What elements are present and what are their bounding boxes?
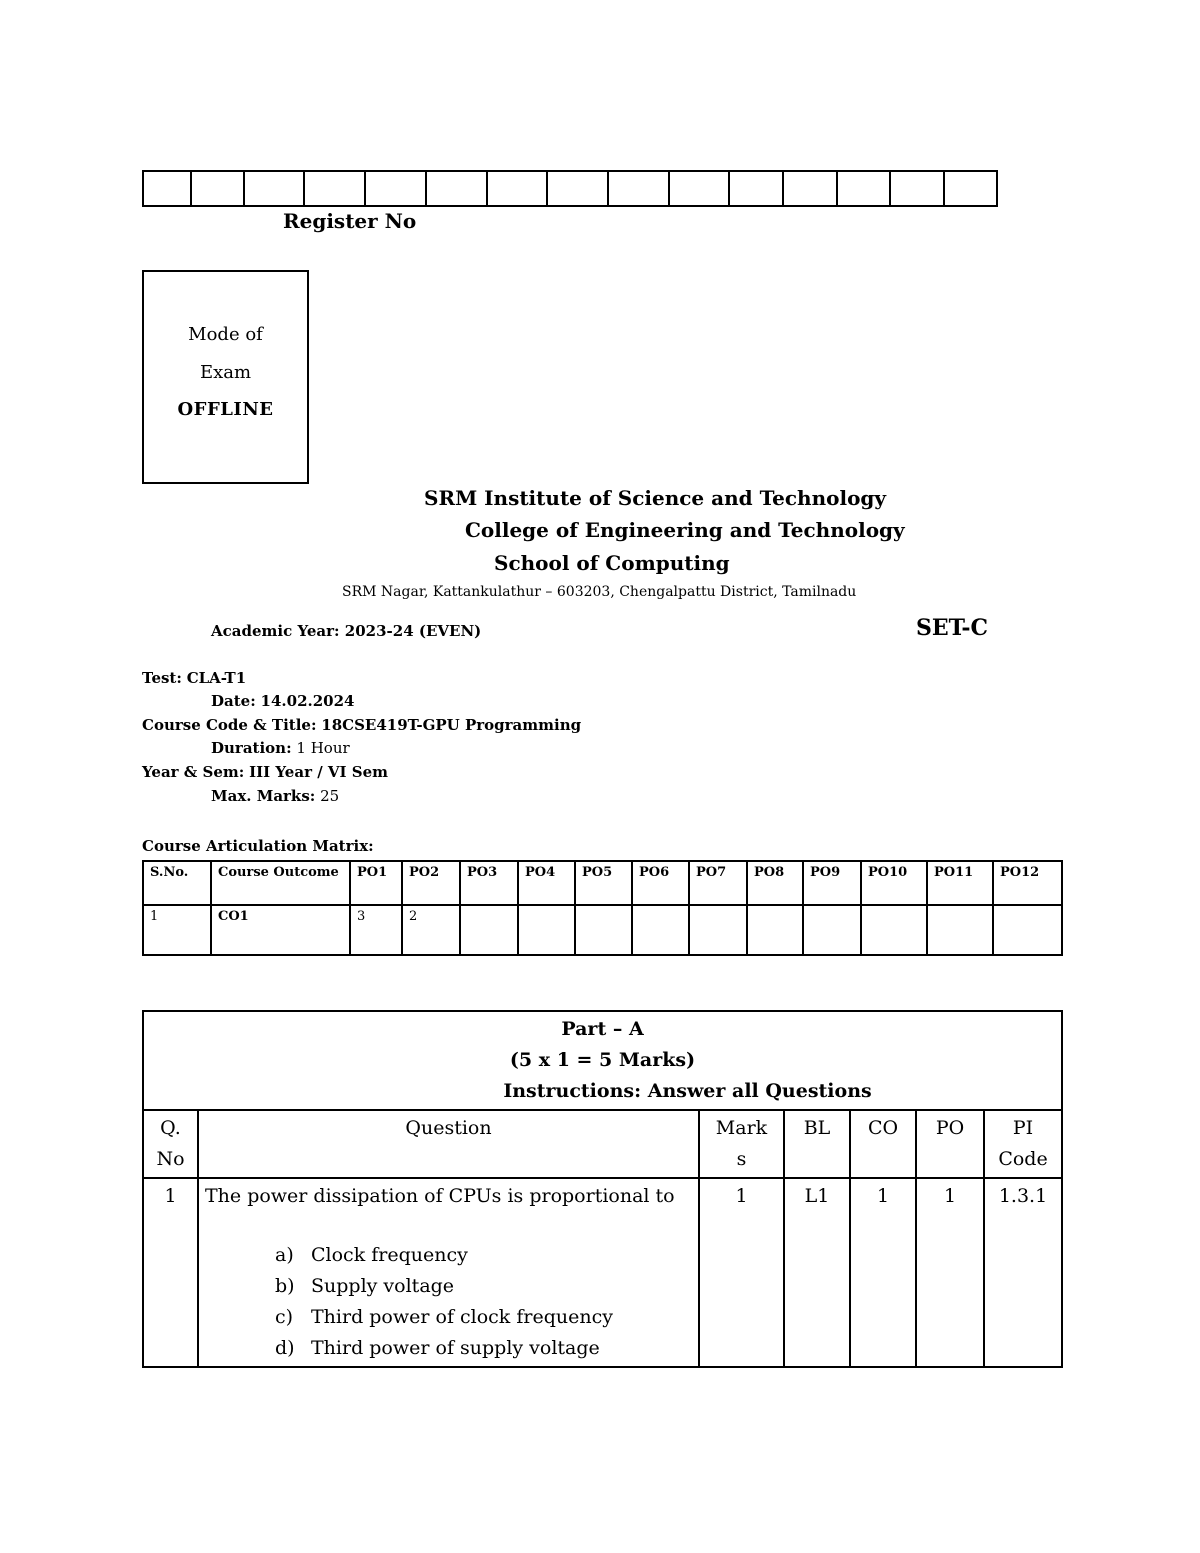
question-po: 1 [916,1178,984,1367]
year-sem-line [142,763,388,781]
co-header: CO [850,1110,916,1178]
option-letter: a) [275,1244,294,1266]
duration-value: 1 Hour [296,739,350,757]
test-label: Test: [142,669,182,687]
college-name: College of Engineering and Technology [465,518,905,542]
year-sem-value: III Year / VI Sem [249,763,389,781]
articulation-cell [861,905,927,955]
po-header: PO [916,1110,984,1178]
pi-code-header [984,1110,1062,1178]
part-a-header-row [143,1110,1062,1178]
articulation-matrix-title: Course Articulation Matrix: [142,837,374,855]
register-box[interactable] [143,171,191,206]
bl-header: BL [784,1110,850,1178]
register-box[interactable] [547,171,608,206]
question-cell [198,1178,699,1367]
register-box[interactable] [837,171,890,206]
register-box[interactable] [890,171,944,206]
register-number-boxes [142,170,998,207]
test-line [142,669,246,687]
articulation-cell: 1 [143,905,211,955]
register-box[interactable] [191,171,244,206]
articulation-header: PO10 [861,861,927,905]
articulation-cell [927,905,993,955]
part-a-instructions: Instructions: Answer all Questions [503,1080,872,1102]
pi-header-line1: PI [1012,1117,1034,1139]
part-a-heading-row [143,1011,1062,1110]
question-row [143,1178,1062,1367]
option-letter: b) [275,1275,295,1297]
articulation-header: PO8 [747,861,803,905]
max-marks-line [211,787,339,805]
part-a-heading [143,1011,1062,1110]
articulation-header: Course Outcome [211,861,350,905]
articulation-cell: 3 [350,905,402,955]
question-co: 1 [850,1178,916,1367]
articulation-cell: CO1 [211,905,350,955]
articulation-header: PO7 [689,861,747,905]
articulation-matrix-table [142,860,1063,956]
articulation-row [143,905,1062,955]
pi-header-line2: Code [998,1148,1048,1170]
question-number: 1 [143,1178,198,1367]
articulation-cell [460,905,518,955]
question-header: Question [198,1110,699,1178]
register-box[interactable] [365,171,426,206]
academic-year-value: 2023-24 (EVEN) [344,622,482,640]
articulation-header: PO5 [575,861,632,905]
duration-line [211,739,350,757]
register-box[interactable] [669,171,729,206]
articulation-header: PO2 [402,861,460,905]
option-list [205,1240,692,1364]
part-a-marks: (5 x 1 = 5 Marks) [509,1049,696,1071]
qno-header [143,1110,198,1178]
part-a-title: Part – A [561,1018,644,1040]
register-box[interactable] [729,171,783,206]
marks-header-line1: Mark [715,1117,768,1139]
register-box[interactable] [244,171,304,206]
course-label: Course Code & Title: [142,716,317,734]
date-value: 14.02.2024 [260,692,355,710]
option-text: Third power of clock frequency [311,1306,613,1328]
articulation-header: PO1 [350,861,402,905]
question-bl: L1 [784,1178,850,1367]
register-box[interactable] [783,171,837,206]
course-value: 18CSE419T-GPU Programming [321,716,582,734]
duration-label: Duration: [211,739,292,757]
academic-year-label: Academic Year: [211,622,340,640]
option-item [205,1302,692,1333]
test-value: CLA-T1 [186,669,247,687]
option-text: Clock frequency [311,1244,468,1266]
institution-address: SRM Nagar, Kattankulathur – 603203, Chengalpattu District, Tamilnadu [342,584,857,600]
option-item [205,1240,692,1271]
option-letter: c) [275,1306,294,1328]
exam-label: Exam [199,362,252,383]
option-text: Supply voltage [311,1275,455,1297]
question-marks: 1 [699,1178,784,1367]
question-text: The power dissipation of CPUs is proportional to [205,1185,675,1207]
articulation-cell [689,905,747,955]
qno-header-line1: Q. [160,1117,181,1139]
part-a-table [142,1010,1063,1368]
articulation-cell [632,905,689,955]
exam-mode-value: OFFLINE [177,399,274,420]
articulation-header: PO12 [993,861,1062,905]
institution-name: SRM Institute of Science and Technology [424,486,887,510]
option-item [205,1333,692,1364]
question-pi-code: 1.3.1 [984,1178,1062,1367]
qno-header-line2: No [156,1148,185,1170]
max-marks-label: Max. Marks: [211,787,316,805]
register-box[interactable] [608,171,669,206]
course-line [142,716,581,734]
register-box[interactable] [944,171,997,206]
mode-of-label: Mode of [188,324,263,345]
articulation-header: PO9 [803,861,861,905]
option-item [205,1271,692,1302]
mode-of-exam-box [142,270,309,484]
year-sem-label: Year & Sem: [142,763,245,781]
articulation-cell [575,905,632,955]
register-no-label: Register No [283,209,417,233]
register-box[interactable] [426,171,487,206]
articulation-header: PO3 [460,861,518,905]
articulation-header-row [143,861,1062,905]
school-name: School of Computing [494,551,730,575]
option-letter: d) [275,1337,295,1359]
max-marks-value: 25 [320,787,340,805]
articulation-cell [993,905,1062,955]
marks-header-line2: s [736,1148,747,1170]
academic-year [211,622,481,640]
articulation-header: PO4 [518,861,575,905]
articulation-cell [518,905,575,955]
register-box-row [143,171,997,206]
articulation-header: PO6 [632,861,689,905]
register-box[interactable] [487,171,547,206]
articulation-cell [803,905,861,955]
register-box[interactable] [304,171,365,206]
date-line [211,692,354,710]
articulation-cell: 2 [402,905,460,955]
articulation-cell [747,905,803,955]
marks-header [699,1110,784,1178]
date-label: Date: [211,692,256,710]
option-text: Third power of supply voltage [311,1337,600,1359]
articulation-header: PO11 [927,861,993,905]
set-label: SET-C [916,615,989,641]
articulation-header: S.No. [143,861,211,905]
